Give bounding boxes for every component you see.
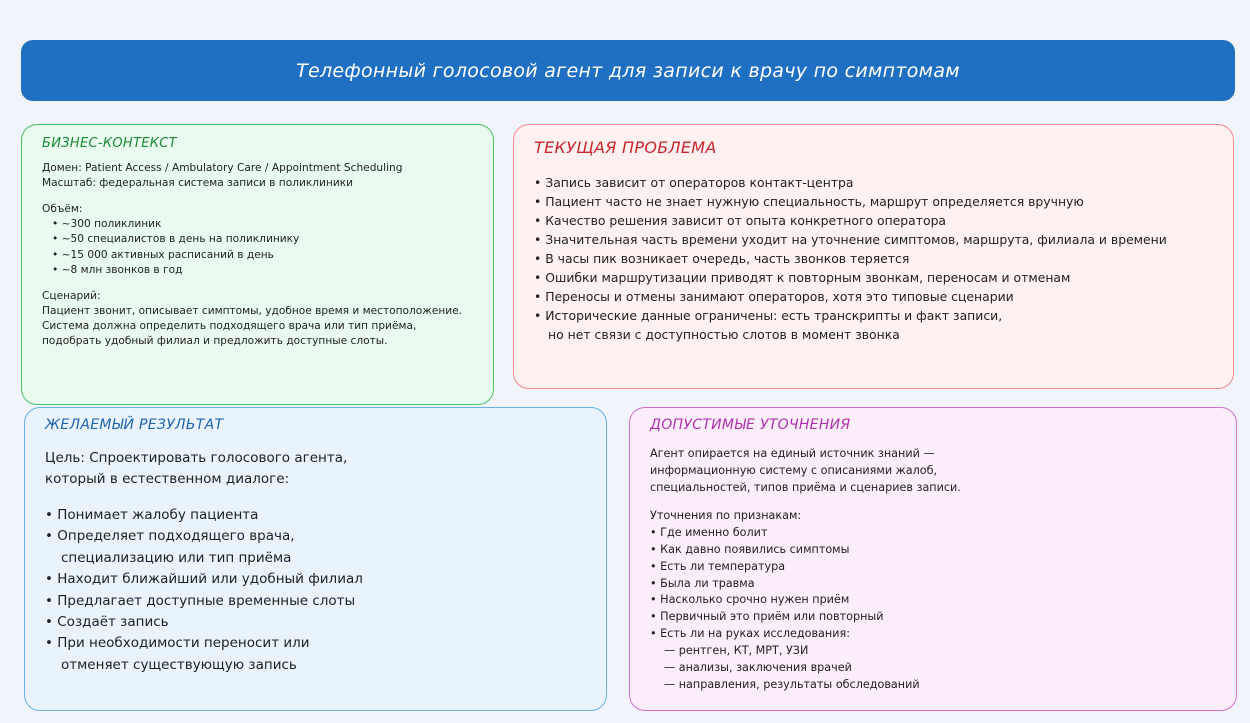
goal-line: Цель: Спроектировать голосового агента,	[45, 450, 348, 466]
intro-line: специальностей, типов приёма и сценариев записи.	[650, 480, 961, 494]
goal-line: который в естественном диалоге:	[45, 471, 290, 488]
page-title: Телефонный голосовой агент для записи к врачу по симптомам	[296, 59, 960, 82]
result-item: • Предлагает доступные временные слоты	[45, 592, 356, 609]
problem-item: • Исторические данные ограничены: есть транскрипты и факт записи,	[534, 308, 1003, 323]
feature-item: • Где именно болит	[650, 525, 768, 539]
problem-item: • Пациент часто не знает нужную специальность, маршрут определяется вручную	[534, 194, 1084, 209]
allowed-clarifications-card	[629, 407, 1237, 711]
business-context-card	[21, 124, 494, 405]
feature-item: • Есть ли температура	[650, 559, 786, 573]
result-item: • При необходимости переносит или	[45, 635, 310, 652]
business-domain: Домен: Patient Access / Ambulatory Care / Appointment Scheduling	[42, 162, 403, 174]
current-problem-title: ТЕКУЩАЯ ПРОБЛЕМА	[534, 138, 717, 157]
volume-item: • ~50 специалистов в день на поликлинику	[52, 233, 300, 246]
result-item: • Находит ближайший или удобный филиал	[45, 571, 363, 588]
problem-item-continuation: но нет связи с доступностью слотов в момент звонка	[548, 327, 900, 342]
current-problem-body	[534, 173, 1223, 344]
scenario-line: Система должна определить подходящего врача или тип приёма,	[42, 320, 417, 333]
desired-result-card	[24, 407, 607, 711]
problem-item: • В часы пик возникает очередь, часть звонков теряется	[534, 251, 910, 266]
feature-sub-item: — рентген, КТ, МРТ, УЗИ	[664, 644, 809, 658]
scenario-line: подобрать удобный филиал и предложить доступные слоты.	[42, 335, 388, 348]
problem-item: • Качество решения зависит от опыта конкретного оператора	[534, 213, 947, 228]
features-label: Уточнения по признакам:	[650, 508, 802, 522]
business-scale: Масштаб: федеральная система записи в поликлиники	[42, 177, 353, 190]
desired-result-title: ЖЕЛАЕМЫЙ РЕЗУЛЬТАТ	[45, 417, 224, 433]
result-item: • Понимает жалобу пациента	[45, 506, 259, 523]
result-item: • Создаёт запись	[45, 614, 169, 631]
scenario-label: Сценарий:	[42, 289, 101, 302]
intro-line: информационную систему с описаниями жалоб,	[650, 463, 938, 477]
feature-sub-item: — направления, результаты обследований	[664, 677, 920, 691]
volume-item: • ~300 поликлиник	[52, 218, 162, 231]
business-context-title: БИЗНЕС-КОНТЕКСТ	[42, 136, 177, 151]
feature-sub-item: — анализы, заключения врачей	[664, 661, 852, 675]
problem-item: • Ошибки маршрутизации приводят к повторным звонкам, переносам и отменам	[534, 270, 1071, 285]
header-banner	[21, 40, 1235, 101]
problem-item: • Значительная часть времени уходит на уточнение симптомов, маршрута, филиала и времени	[534, 232, 1167, 247]
intro-line: Агент опирается на единый источник знаний —	[650, 447, 935, 460]
feature-item: • Насколько срочно нужен приём	[650, 593, 850, 607]
problem-item: • Запись зависит от операторов контакт-центра	[534, 175, 854, 190]
result-item-continuation: специализацию или тип приёма	[61, 549, 292, 566]
result-item: • Определяет подходящего врача,	[45, 528, 295, 545]
business-context-body	[42, 161, 483, 349]
feature-item: • Была ли травма	[650, 576, 755, 590]
desired-result-body	[45, 448, 596, 676]
current-problem-card	[513, 124, 1234, 389]
allowed-clarifications-title: ДОПУСТИМЫЕ УТОЧНЕНИЯ	[650, 417, 851, 433]
volume-item: • ~15 000 активных расписаний в день	[52, 248, 274, 261]
volume-item: • ~8 млн звонков в год	[52, 263, 183, 276]
scenario-line: Пациент звонит, описывает симптомы, удобное время и местоположение.	[42, 304, 463, 317]
problem-item: • Переносы и отмены занимают операторов, хотя это типовые сценарии	[534, 289, 1014, 304]
feature-item: • Как давно появились симптомы	[650, 542, 850, 556]
volume-label: Объём:	[42, 203, 83, 215]
allowed-clarifications-body	[650, 446, 1226, 694]
feature-item: • Есть ли на руках исследования:	[650, 627, 850, 641]
result-item-continuation: отменяет существующую запись	[61, 656, 297, 673]
feature-item: • Первичный это приём или повторный	[650, 610, 884, 624]
